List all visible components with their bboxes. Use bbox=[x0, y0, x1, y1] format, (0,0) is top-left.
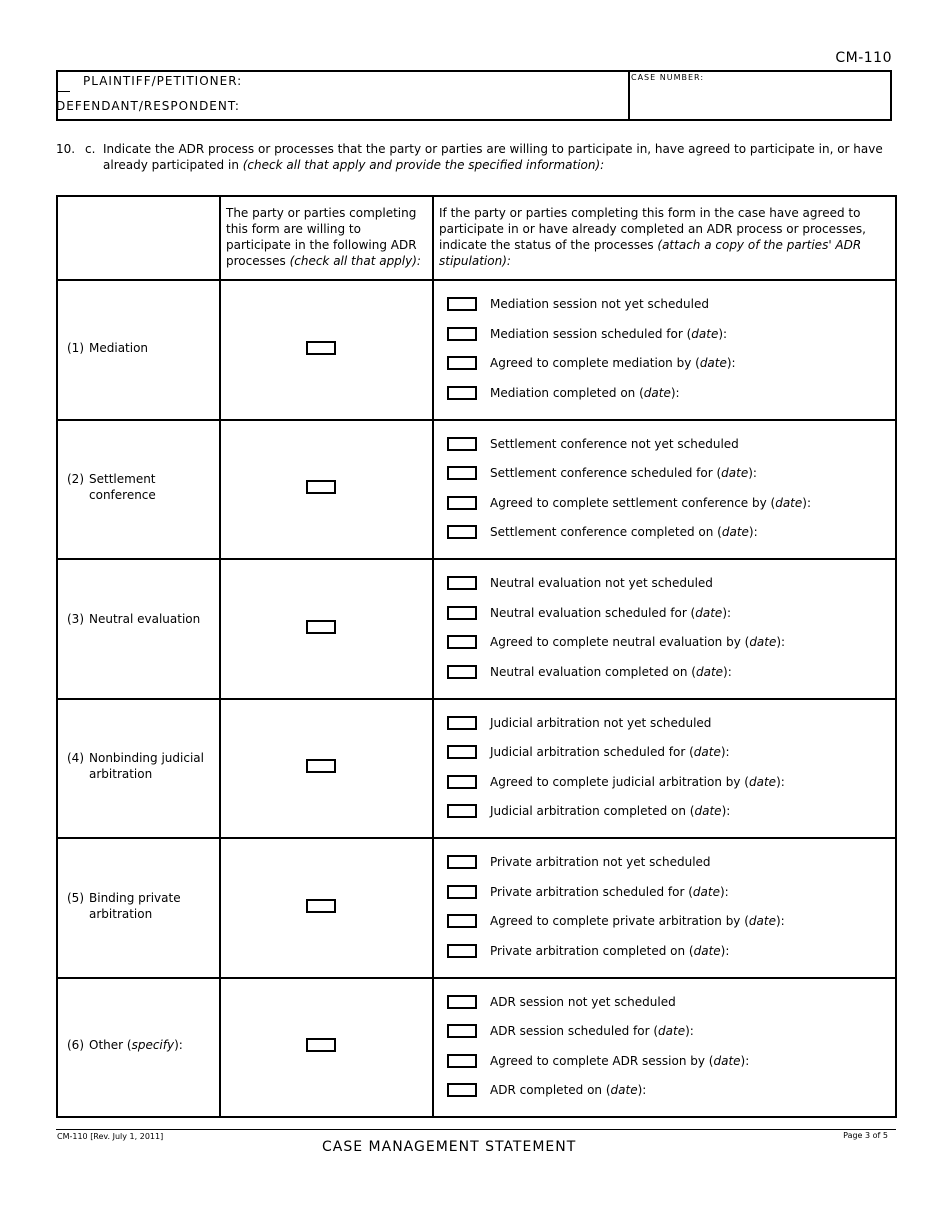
status-option-text: Neutral evaluation completed on ( bbox=[490, 665, 696, 679]
status-option-text: Private arbitration scheduled for ( bbox=[490, 885, 693, 899]
status-option-text: Settlement conference scheduled for ( bbox=[490, 466, 722, 480]
status-option-label bbox=[490, 326, 727, 342]
table-row-divider bbox=[56, 698, 897, 700]
col-status-header-text: If the party or parties completing this form in the case have agreed to participate in or have already completed an ADR process or processes, indicate the status of the processes bbox=[439, 206, 866, 252]
status-option-date-word: date bbox=[749, 775, 777, 789]
item-number: 10. bbox=[56, 142, 76, 156]
status-option-text: Settlement conference completed on ( bbox=[490, 525, 722, 539]
status-option-date-word: date bbox=[658, 1024, 686, 1038]
status-option-label bbox=[490, 1082, 646, 1098]
instruction-text: Indicate the ADR process or processes that the party or parties are willing to participate in, have agreed to participate in, or have already participated in bbox=[103, 142, 883, 172]
status-option-label bbox=[490, 436, 739, 452]
status-option-suffix: ): bbox=[775, 914, 785, 928]
row-number: (3) bbox=[67, 612, 84, 626]
table-row-divider bbox=[56, 977, 897, 979]
status-option-date-word: date bbox=[721, 525, 749, 539]
status-checkbox[interactable] bbox=[447, 1054, 477, 1068]
col-willing-header bbox=[226, 205, 427, 269]
table-border-left bbox=[56, 195, 58, 1118]
status-checkbox[interactable] bbox=[447, 716, 477, 730]
willing-checkbox-4[interactable] bbox=[306, 759, 336, 773]
status-option-text: ADR session scheduled for ( bbox=[490, 1024, 659, 1038]
footer-rule bbox=[56, 1129, 896, 1130]
status-option-suffix: ): bbox=[802, 496, 811, 510]
row-process-name-text: Neutral evaluation bbox=[89, 612, 201, 626]
status-option-text: Private arbitration completed on ( bbox=[490, 944, 694, 958]
status-option-label bbox=[490, 355, 736, 371]
willing-checkbox-5[interactable] bbox=[306, 899, 336, 913]
caption-divider bbox=[628, 70, 630, 121]
status-checkbox[interactable] bbox=[447, 525, 477, 539]
table-border-bottom bbox=[56, 1116, 897, 1118]
table-row-divider bbox=[56, 419, 897, 421]
row-process-name bbox=[89, 890, 214, 922]
row-process-name-text: Settlement conference bbox=[89, 472, 156, 502]
status-checkbox[interactable] bbox=[447, 297, 477, 311]
status-option-date-word: date bbox=[699, 356, 727, 370]
status-checkbox[interactable] bbox=[447, 606, 477, 620]
row-label-2 bbox=[67, 471, 214, 503]
status-option-suffix: ): bbox=[722, 606, 732, 620]
status-option-suffix: ): bbox=[726, 356, 736, 370]
status-option-label bbox=[490, 524, 758, 540]
table-column-divider bbox=[219, 195, 221, 1118]
row-label-6 bbox=[67, 1037, 214, 1053]
status-checkbox[interactable] bbox=[447, 995, 477, 1009]
row-number: (6) bbox=[67, 1038, 84, 1052]
item-letter: c. bbox=[85, 142, 96, 156]
status-option-date-word: date bbox=[721, 466, 749, 480]
status-checkbox[interactable] bbox=[447, 386, 477, 400]
status-option-label bbox=[490, 854, 711, 870]
row-label-1 bbox=[67, 340, 214, 356]
status-option-suffix: ): bbox=[776, 775, 785, 789]
status-checkbox[interactable] bbox=[447, 914, 477, 928]
table-column-divider bbox=[432, 195, 434, 1118]
table-row-divider bbox=[56, 558, 897, 560]
status-option-label bbox=[490, 1023, 694, 1039]
status-option-date-word: date bbox=[694, 804, 722, 818]
caption-tick-mark bbox=[58, 91, 70, 92]
row-process-name-text: Other ( bbox=[89, 1038, 132, 1052]
status-option-text: Agreed to complete neutral evaluation by ( bbox=[490, 635, 750, 649]
status-option-label bbox=[490, 385, 680, 401]
row-number: (2) bbox=[67, 472, 84, 486]
status-checkbox[interactable] bbox=[447, 1083, 477, 1097]
form-id: CM-110 bbox=[835, 50, 892, 66]
status-option-suffix: ): bbox=[720, 944, 730, 958]
row-process-name bbox=[89, 1037, 183, 1053]
status-option-date-word: date bbox=[610, 1083, 638, 1097]
willing-checkbox-6[interactable] bbox=[306, 1038, 336, 1052]
table-border-top bbox=[56, 195, 897, 197]
status-option-text: Neutral evaluation scheduled for ( bbox=[490, 606, 696, 620]
status-checkbox[interactable] bbox=[447, 665, 477, 679]
status-option-suffix: ): bbox=[718, 327, 728, 341]
row-number: (4) bbox=[67, 751, 84, 765]
case-number-label: CASE NUMBER: bbox=[631, 73, 705, 82]
status-option-date-word: date bbox=[695, 665, 724, 679]
table-header-divider bbox=[56, 279, 897, 281]
status-checkbox[interactable] bbox=[447, 944, 477, 958]
status-option-date-word: date bbox=[693, 944, 721, 958]
status-option-label bbox=[490, 774, 785, 790]
willing-checkbox-3[interactable] bbox=[306, 620, 336, 634]
status-option-date-word: date bbox=[749, 635, 777, 649]
col-willing-header-italic: (check all that apply): bbox=[289, 254, 421, 268]
status-option-date-word: date bbox=[693, 745, 721, 759]
row-process-name bbox=[89, 471, 214, 503]
status-option-text: Mediation session not yet scheduled bbox=[490, 297, 709, 311]
status-option-text: Judicial arbitration scheduled for ( bbox=[490, 745, 694, 759]
status-checkbox[interactable] bbox=[447, 1024, 477, 1038]
status-option-label bbox=[490, 913, 785, 929]
instruction-italic: (check all that apply and provide the specified information): bbox=[242, 158, 605, 172]
form-revision: CM-110 [Rev. July 1, 2011] bbox=[57, 1132, 164, 1141]
status-option-text: Neutral evaluation not yet scheduled bbox=[490, 576, 713, 590]
status-checkbox[interactable] bbox=[447, 576, 477, 590]
status-checkbox[interactable] bbox=[447, 327, 477, 341]
status-option-label bbox=[490, 884, 729, 900]
status-option-suffix: ): bbox=[776, 635, 786, 649]
status-option-text: Judicial arbitration not yet scheduled bbox=[490, 716, 712, 730]
row-process-name-suffix: ): bbox=[174, 1038, 183, 1052]
status-option-text: ADR completed on ( bbox=[490, 1083, 611, 1097]
status-option-date-word: date bbox=[713, 1054, 741, 1068]
row-label-3 bbox=[67, 611, 214, 627]
status-option-suffix: ): bbox=[721, 804, 731, 818]
row-number: (5) bbox=[67, 891, 84, 905]
status-option-date-word: date bbox=[692, 885, 720, 899]
status-option-label bbox=[490, 943, 729, 959]
status-option-label bbox=[490, 1053, 749, 1069]
status-checkbox[interactable] bbox=[447, 466, 477, 480]
col-status-header-italic: (attach a copy of the parties' ADR stipulation): bbox=[439, 238, 862, 268]
status-option-date-word: date bbox=[748, 914, 776, 928]
status-option-label bbox=[490, 605, 731, 621]
status-checkbox[interactable] bbox=[447, 437, 477, 451]
page-number: Page 3 of 5 bbox=[843, 1131, 888, 1140]
status-option-text: Agreed to complete judicial arbitration by ( bbox=[490, 775, 749, 789]
row-process-name-italic: specify bbox=[131, 1038, 175, 1052]
status-checkbox[interactable] bbox=[447, 804, 477, 818]
status-option-label bbox=[490, 575, 713, 591]
status-checkbox[interactable] bbox=[447, 635, 477, 649]
status-option-suffix: ): bbox=[748, 466, 757, 480]
status-option-suffix: ): bbox=[720, 745, 730, 759]
status-option-suffix: ): bbox=[685, 1024, 694, 1038]
status-option-text: Mediation session scheduled for ( bbox=[490, 327, 692, 341]
status-option-suffix: ): bbox=[723, 665, 732, 679]
row-label-5 bbox=[67, 890, 214, 922]
willing-checkbox-2[interactable] bbox=[306, 480, 336, 494]
willing-checkbox-1[interactable] bbox=[306, 341, 336, 355]
row-label-4 bbox=[67, 750, 214, 782]
status-option-date-word: date bbox=[691, 327, 719, 341]
status-option-text: Agreed to complete mediation by ( bbox=[490, 356, 700, 370]
status-option-label bbox=[490, 465, 757, 481]
status-option-label bbox=[490, 296, 709, 312]
status-option-text: Agreed to complete private arbitration by ( bbox=[490, 914, 749, 928]
status-option-label bbox=[490, 744, 730, 760]
status-option-date-word: date bbox=[775, 496, 803, 510]
status-option-label bbox=[490, 634, 785, 650]
status-option-text: Private arbitration not yet scheduled bbox=[490, 855, 711, 869]
status-option-label bbox=[490, 994, 676, 1010]
status-option-text: ADR session not yet scheduled bbox=[490, 995, 676, 1009]
status-option-text: Agreed to complete settlement conference by ( bbox=[490, 496, 776, 510]
status-checkbox[interactable] bbox=[447, 745, 477, 759]
col-status-header bbox=[439, 205, 890, 269]
status-option-suffix: ): bbox=[670, 386, 680, 400]
table-row-divider bbox=[56, 837, 897, 839]
row-process-name-text: Binding private arbitration bbox=[89, 891, 181, 921]
row-process-name-text: Mediation bbox=[89, 341, 149, 355]
status-option-label bbox=[490, 664, 732, 680]
row-number: (1) bbox=[67, 341, 84, 355]
table-border-right bbox=[895, 195, 897, 1118]
row-process-name bbox=[89, 611, 200, 627]
status-checkbox[interactable] bbox=[447, 855, 477, 869]
row-process-name bbox=[89, 750, 214, 782]
status-checkbox[interactable] bbox=[447, 775, 477, 789]
status-option-text: Mediation completed on ( bbox=[490, 386, 644, 400]
status-checkbox[interactable] bbox=[447, 885, 477, 899]
item-10c-instruction bbox=[56, 141, 886, 173]
status-option-label bbox=[490, 715, 711, 731]
status-option-suffix: ): bbox=[637, 1083, 647, 1097]
status-option-text: Settlement conference not yet scheduled bbox=[490, 437, 739, 451]
status-option-date-word: date bbox=[695, 606, 723, 620]
status-checkbox[interactable] bbox=[447, 356, 477, 370]
col-willing-header-text: The party or parties completing this form are willing to participate in the following ADR processes bbox=[226, 206, 417, 268]
status-option-suffix: ): bbox=[740, 1054, 750, 1068]
form-title: CASE MANAGEMENT STATEMENT bbox=[322, 1139, 577, 1155]
status-option-suffix: ): bbox=[719, 885, 729, 899]
status-option-label bbox=[490, 803, 730, 819]
status-option-suffix: ): bbox=[748, 525, 758, 539]
status-option-label bbox=[490, 495, 811, 511]
status-option-date-word: date bbox=[643, 386, 671, 400]
defendant-label: DEFENDANT/RESPONDENT: bbox=[56, 99, 240, 113]
status-option-text: Judicial arbitration completed on ( bbox=[490, 804, 695, 818]
status-checkbox[interactable] bbox=[447, 496, 477, 510]
status-option-text: Agreed to complete ADR session by ( bbox=[490, 1054, 714, 1068]
row-process-name-text: Nonbinding judicial arbitration bbox=[89, 751, 204, 781]
plaintiff-label: PLAINTIFF/PETITIONER: bbox=[83, 74, 243, 88]
row-process-name bbox=[89, 340, 148, 356]
